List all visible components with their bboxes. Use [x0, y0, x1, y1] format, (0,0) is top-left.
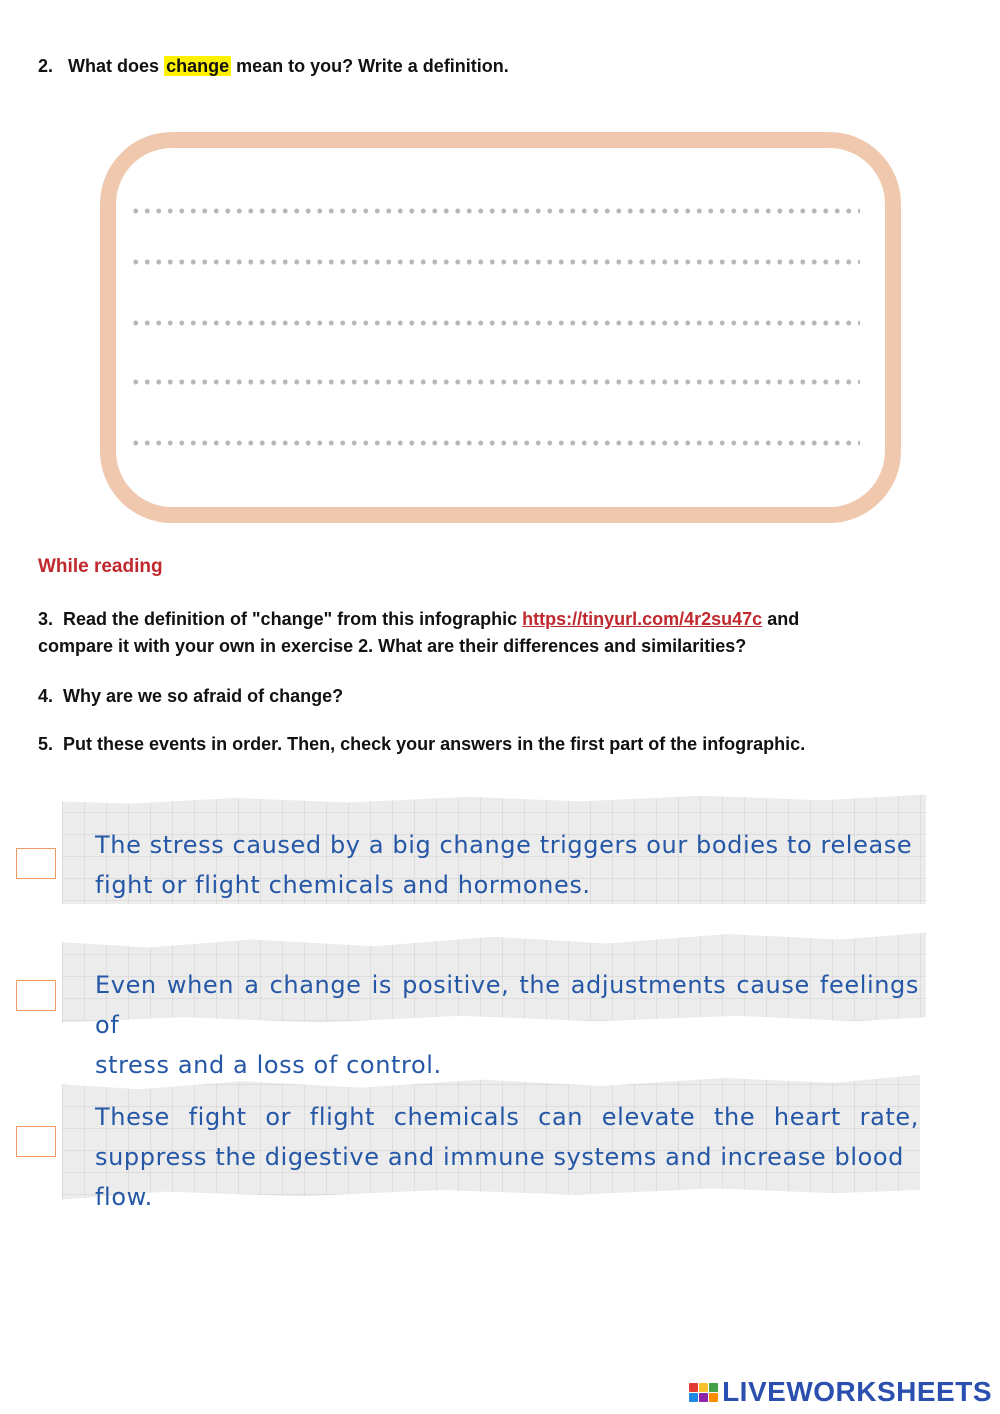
question-4: [38, 686, 343, 707]
event-2-line-1: Even when a change is positive, the adjustments cause feelings of: [95, 971, 919, 1039]
question-3: [38, 606, 968, 660]
question-3-number: 3.: [38, 609, 54, 629]
question-2-number: 2.: [38, 56, 54, 76]
question-3-text-after: and: [767, 609, 800, 629]
event-3-line-1: These fight or flight chemicals can elevate the heart rate,: [95, 1103, 919, 1131]
answer-line-3[interactable]: [130, 320, 860, 326]
logo-mark-icon: [689, 1383, 718, 1402]
event-1-line-2: fight or flight chemicals and hormones.: [95, 871, 591, 899]
logo-square-1: [689, 1383, 698, 1392]
event-text-1: [95, 825, 919, 905]
logo-text: LIVEWORKSHEETS: [722, 1376, 992, 1407]
infographic-link[interactable]: https://tinyurl.com/4r2su47c: [522, 609, 763, 629]
answer-line-1[interactable]: [130, 208, 860, 214]
highlighted-word: change: [166, 56, 230, 76]
question-3-line-2: compare it with your own in exercise 2. What are their differences and similarities?: [38, 636, 747, 656]
question-4-text: Why are we so afraid of change?: [63, 686, 344, 706]
logo-square-4: [689, 1393, 698, 1402]
order-checkbox-1[interactable]: [16, 848, 56, 879]
question-2-text-before: What does: [68, 56, 160, 76]
event-text-2: [95, 965, 919, 1085]
question-5-number: 5.: [38, 734, 54, 754]
answer-line-5[interactable]: [130, 440, 860, 446]
question-4-number: 4.: [38, 686, 54, 706]
event-3-line-3: flow.: [95, 1183, 153, 1211]
liveworksheets-logo: [689, 1376, 992, 1408]
event-3-line-2: suppress the digestive and immune systems and increase blood: [95, 1143, 905, 1171]
logo-square-6: [709, 1393, 718, 1402]
section-title-while-reading: While reading: [38, 556, 163, 577]
answer-line-2[interactable]: [130, 259, 860, 265]
question-2: [38, 56, 509, 77]
question-2-text-after: mean to you? Write a definition.: [236, 56, 509, 76]
event-2-line-2: stress and a loss of control.: [95, 1051, 442, 1079]
order-checkbox-2[interactable]: [16, 980, 56, 1011]
logo-square-2: [699, 1383, 708, 1392]
question-5: [38, 734, 805, 755]
answer-line-4[interactable]: [130, 379, 860, 385]
order-checkbox-3[interactable]: [16, 1126, 56, 1157]
logo-square-3: [709, 1383, 718, 1392]
definition-answer-box[interactable]: [100, 132, 901, 523]
event-1-line-1: The stress caused by a big change triggers our bodies to release: [95, 831, 913, 859]
question-3-text-before: Read the definition of "change" from this infographic: [63, 609, 518, 629]
event-text-3: [95, 1097, 919, 1217]
logo-square-5: [699, 1393, 708, 1402]
question-5-text: Put these events in order. Then, check your answers in the first part of the infographic.: [63, 734, 806, 754]
